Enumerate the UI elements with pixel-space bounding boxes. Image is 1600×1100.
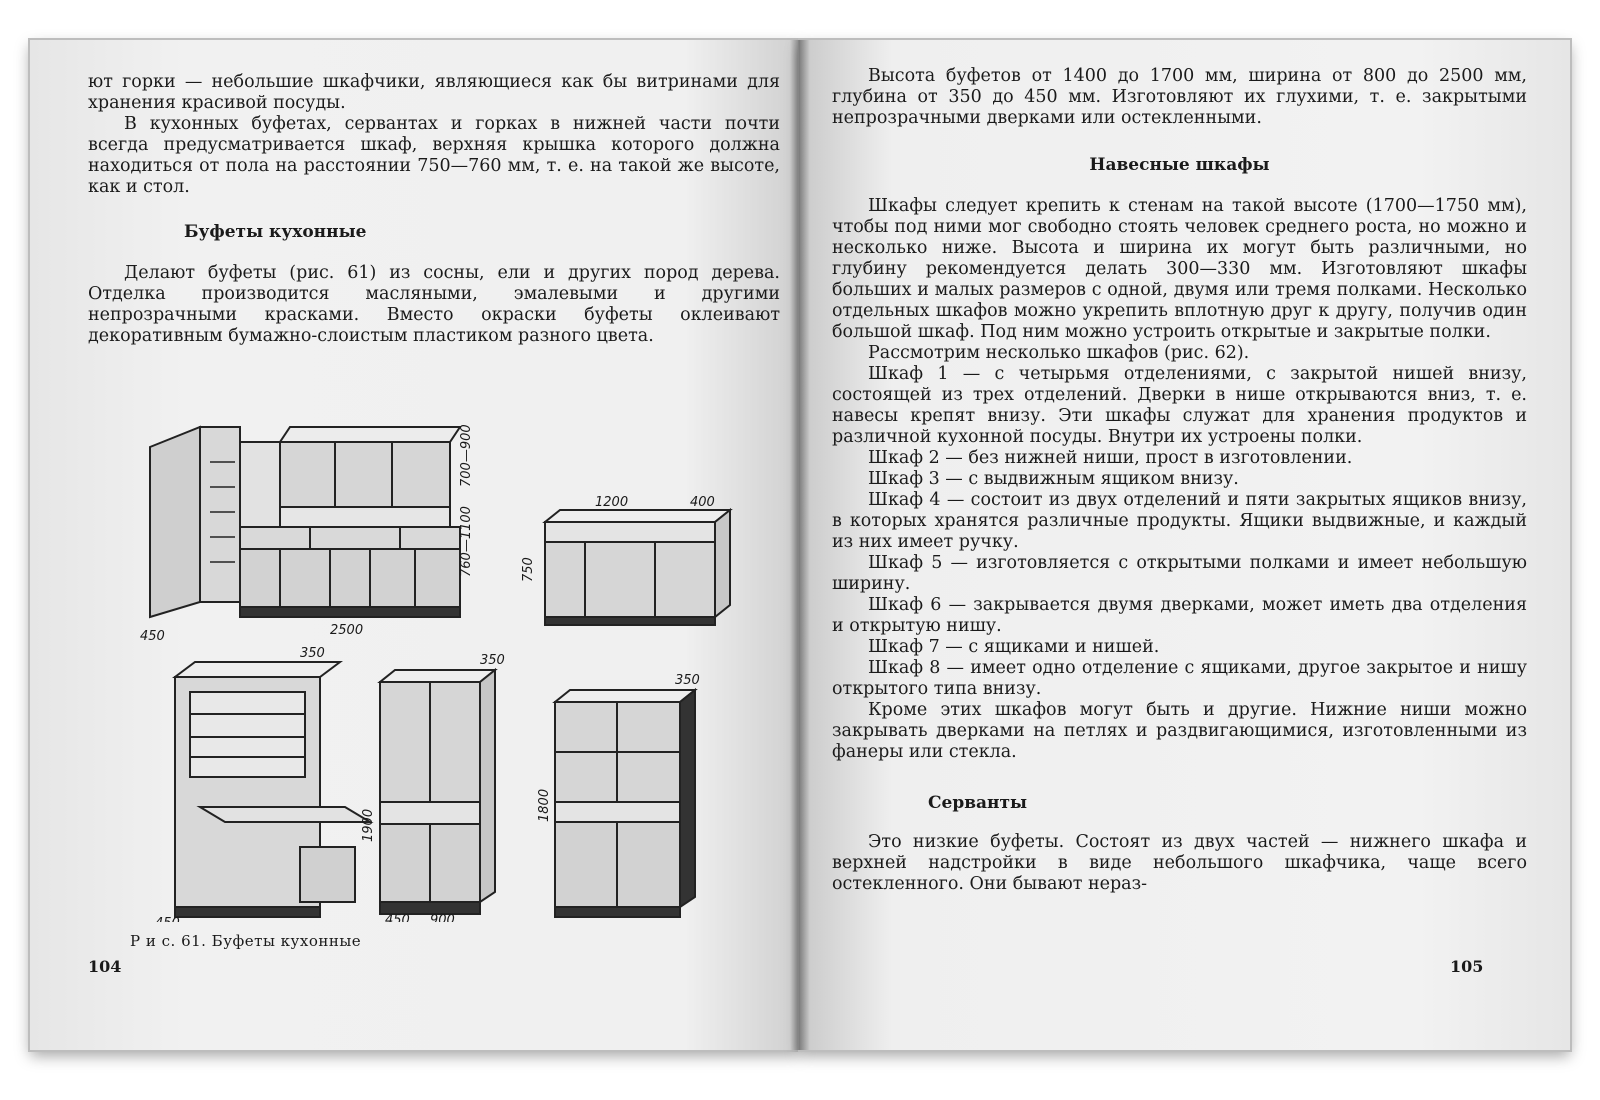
dim-label: 1800 bbox=[537, 788, 552, 822]
figure-61 bbox=[130, 402, 770, 922]
page-number: 104 bbox=[88, 957, 122, 976]
dim-label: 700—900 bbox=[459, 424, 474, 487]
paragraph: Делают буфеты (рис. 61) из сосны, ели и других пород дерева. Отделка производится масляными, эмалевыми и другими непрозрачными красками. Вместо окраски буфеты оклеивают декоративным бумажно-слоистым пластиком разного цвета. bbox=[88, 263, 780, 346]
kitchen-buffets-illustration bbox=[130, 402, 770, 922]
page-number: 105 bbox=[1450, 957, 1484, 976]
right-page bbox=[800, 40, 1570, 1050]
right-text-column bbox=[832, 66, 1527, 895]
paragraph: Шкаф 2 — без нижней ниши, прост в изготовлении. bbox=[868, 448, 1353, 468]
book-gutter bbox=[790, 40, 810, 1050]
paragraph: Рассмотрим несколько шкафов (рис. 62). bbox=[868, 343, 1250, 363]
dim-label bbox=[610, 921, 643, 922]
paragraph: Шкаф 4 — состоит из двух отделений и пяти закрытых ящиков внизу, в которых хранятся различные продукты. Ящики выдвижные, и каждый из них имеет ручку. bbox=[832, 490, 1527, 552]
dim-label: 350 bbox=[675, 673, 700, 688]
paragraph: Шкаф 8 — имеет одно отделение с ящиками, другое закрытое и нишу открытого типа внизу. bbox=[832, 658, 1527, 699]
dim-label: 750 bbox=[521, 557, 536, 582]
dim-label: 450 bbox=[385, 913, 410, 922]
section-heading: Навесные шкафы bbox=[1089, 155, 1270, 175]
paragraph: Кроме этих шкафов могут быть и другие. Нижние ниши можно закрывать дверками на петлях и раздвигающимися, изготовленными из фанеры или стекла. bbox=[832, 700, 1527, 762]
paragraph: Шкаф 3 — с выдвижным ящиком внизу. bbox=[868, 469, 1239, 489]
paragraph: ют горки — небольшие шкафчики, являющиеся как бы витринами для хранения красивой посуды. bbox=[88, 72, 780, 113]
dim-label: 1200 bbox=[595, 495, 629, 510]
dim-label: 1900 bbox=[361, 808, 376, 842]
buffet-4-drawing bbox=[380, 670, 495, 914]
paragraph: Шкафы следует крепить к стенам на такой высоте (1700—1750 мм), чтобы под ними мог свободно стоять человек среднего роста, но можно и несколько ниже. Высота и ширина их могут быть различными, но глубину рекомендуется делать 300—330 мм. Изготовляют шкафы больших и малых размеров с одной, двумя или тремя полками. Несколько отдельных шкафов можно укрепить вплотную друг к другу, получив один большой шкаф. Под ним можно устроить открытые и закрытые полки. bbox=[832, 196, 1527, 342]
paragraph: Шкаф 5 — изготовляется с открытыми полками и имеет небольшую ширину. bbox=[832, 553, 1527, 594]
left-text-column bbox=[88, 72, 780, 347]
buffet-base-drawing bbox=[545, 510, 730, 625]
dim-label: 400 bbox=[690, 495, 715, 510]
section-heading: Серванты bbox=[928, 793, 1028, 813]
dim-label: 350 bbox=[480, 653, 505, 668]
figure-caption: Р и с. 61. Буфеты кухонные bbox=[130, 932, 362, 950]
dim-label bbox=[560, 921, 585, 922]
buffet-large-drawing bbox=[150, 427, 460, 617]
dim-label: 760—1100 bbox=[459, 506, 474, 577]
paragraph: Это низкие буфеты. Состоят из двух частей — нижнего шкафа и верхней надстройки в виде небольшого шкафчика, чаще всего остекленного. Они бывают нераз- bbox=[832, 832, 1527, 894]
left-page bbox=[30, 40, 800, 1050]
buffet-3-drawing bbox=[175, 662, 370, 917]
paragraph: Шкаф 6 — закрывается двумя дверками, может иметь два отделения и открытую нишу. bbox=[832, 595, 1527, 636]
dim-label: 450 bbox=[140, 629, 165, 644]
paragraph: Шкаф 1 — с четырьмя отделениями, с закрытой нишей внизу, состоящей из трех отделений. Дверки в нише открываются вниз, т. е. навесы крепят внизу. Эти шкафы служат для хранения продуктов и различной кухонной посуды. Внутри их устроены полки. bbox=[832, 364, 1527, 447]
dim-label bbox=[155, 916, 180, 922]
paragraph: Высота буфетов от 1400 до 1700 мм, ширина от 800 до 2500 мм, глубина от 350 до 450 мм. Изготовляют их глухими, т. е. закрытыми непрозрачными дверками или остекленными. bbox=[832, 66, 1527, 128]
paragraph: Шкаф 7 — с ящиками и нишей. bbox=[868, 637, 1160, 657]
dim-label: 900 bbox=[430, 913, 455, 922]
section-heading: Буфеты кухонные bbox=[184, 222, 367, 242]
dim-label: 350 bbox=[300, 646, 325, 661]
buffet-5-drawing bbox=[555, 690, 695, 917]
paragraph: В кухонных буфетах, сервантах и горках в нижней части почти всегда предусматривается шкаф, верхняя крышка которого должна находиться от пола на расстоянии 750—760 мм, т. е. на такой же высоте, как и стол. bbox=[88, 114, 780, 197]
dim-label: 2500 bbox=[330, 623, 364, 638]
